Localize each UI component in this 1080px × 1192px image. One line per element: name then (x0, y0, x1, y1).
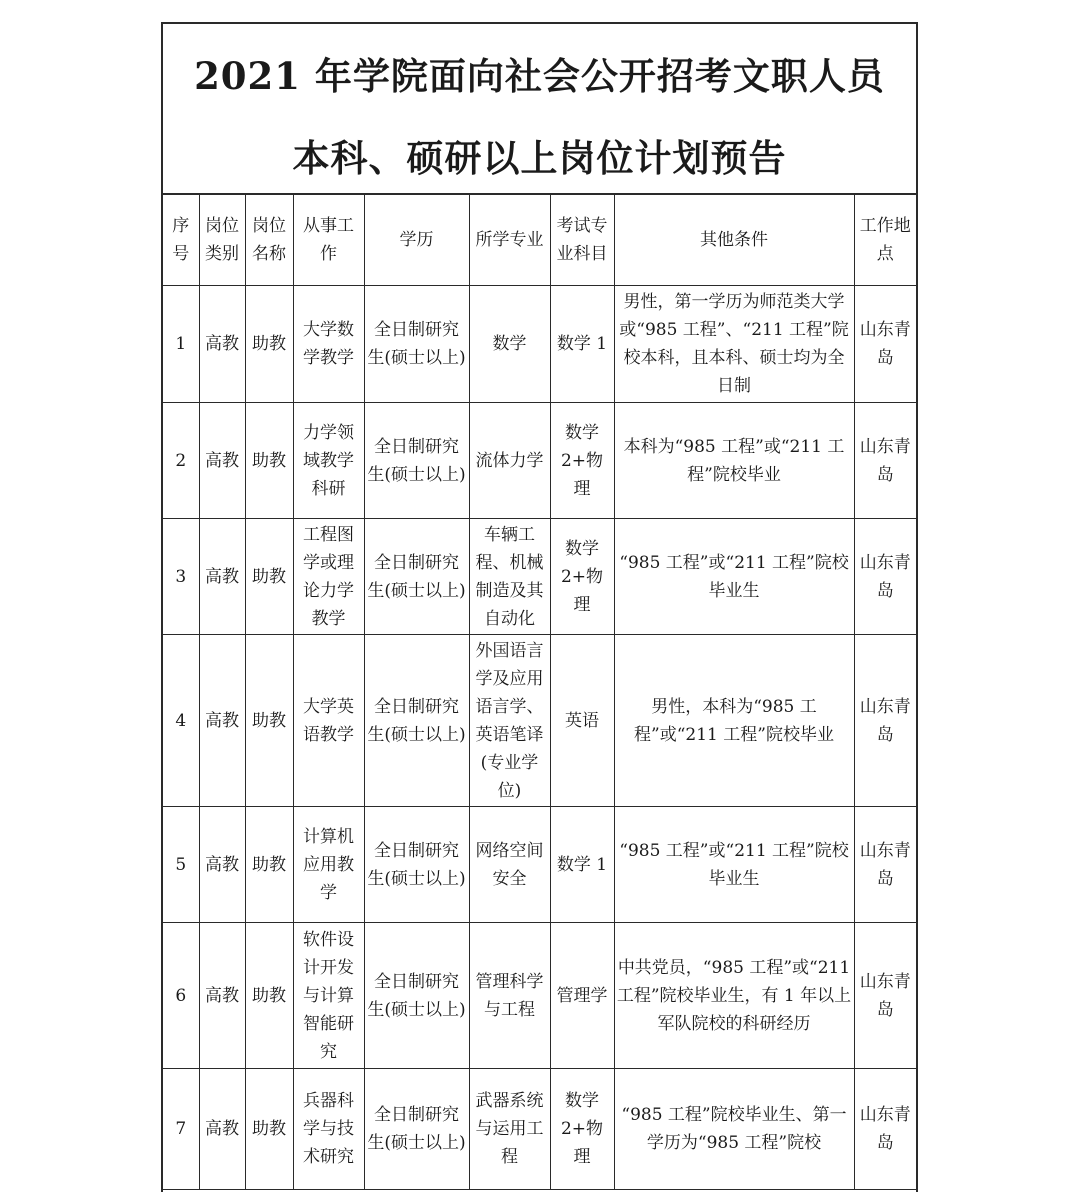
cell-position: 助教 (245, 286, 293, 403)
table-header-row (163, 195, 916, 286)
cell-location: 山东青岛 (854, 923, 916, 1069)
cell-education: 全日制研究生(硕士以上) (364, 635, 469, 807)
cell-work: 工程图学或理论力学教学 (293, 519, 364, 635)
header-education: 学历 (364, 195, 469, 286)
table-row (163, 635, 916, 807)
cell-conditions: 男性，本科为“985 工程”或“211 工程”院校毕业 (614, 635, 854, 807)
cell-major: 外国语言学及应用语言学、英语笔译(专业学位) (469, 635, 550, 807)
cell-education: 全日制研究生(硕士以上) (364, 286, 469, 403)
cell-position: 助教 (245, 403, 293, 519)
table-row (163, 403, 916, 519)
cell-conditions: 中共党员，“985 工程”或“211 工程”院校毕业生，有 1 年以上军队院校的科研经历 (614, 923, 854, 1069)
cell-exam: 数学 1 (550, 286, 614, 403)
table-row (163, 519, 916, 635)
notice-sheet (161, 22, 918, 1192)
cell-education: 全日制研究生(硕士以上) (364, 923, 469, 1069)
cell-category: 高教 (199, 403, 245, 519)
page-subtitle: 本科、硕研以上岗位计划预告 (292, 136, 787, 180)
cell-work: 兵器科学与技术研究 (293, 1069, 364, 1190)
cell-conditions: 男性，第一学历为师范类大学或“985 工程”、“211 工程”院校本科，且本科、硕士均为全日制 (614, 286, 854, 403)
positions-table (163, 195, 916, 1190)
cell-work: 力学领域教学科研 (293, 403, 364, 519)
cell-location: 山东青岛 (854, 807, 916, 923)
header-conditions: 其他条件 (614, 195, 854, 286)
header-position: 岗位名称 (245, 195, 293, 286)
cell-category: 高教 (199, 635, 245, 807)
cell-education: 全日制研究生(硕士以上) (364, 403, 469, 519)
cell-exam: 数学 2+物理 (550, 403, 614, 519)
cell-conditions: “985 工程”或“211 工程”院校毕业生 (614, 807, 854, 923)
page-title: 2021 年学院面向社会公开招考文职人员 (194, 54, 885, 98)
cell-conditions: “985 工程”或“211 工程”院校毕业生 (614, 519, 854, 635)
cell-category: 高教 (199, 807, 245, 923)
cell-position: 助教 (245, 635, 293, 807)
cell-conditions: “985 工程”院校毕业生、第一学历为“985 工程”院校 (614, 1069, 854, 1190)
cell-major: 车辆工程、机械制造及其自动化 (469, 519, 550, 635)
table-row (163, 1069, 916, 1190)
cell-education: 全日制研究生(硕士以上) (364, 1069, 469, 1190)
cell-position: 助教 (245, 807, 293, 923)
cell-seq: 6 (163, 923, 199, 1069)
cell-major: 数学 (469, 286, 550, 403)
cell-conditions: 本科为“985 工程”或“211 工程”院校毕业 (614, 403, 854, 519)
cell-education: 全日制研究生(硕士以上) (364, 519, 469, 635)
cell-seq: 7 (163, 1069, 199, 1190)
cell-exam: 英语 (550, 635, 614, 807)
cell-category: 高教 (199, 923, 245, 1069)
title-block (163, 24, 916, 195)
table-row (163, 807, 916, 923)
header-category: 岗位类别 (199, 195, 245, 286)
cell-position: 助教 (245, 519, 293, 635)
cell-category: 高教 (199, 519, 245, 635)
cell-major: 网络空间安全 (469, 807, 550, 923)
cell-seq: 5 (163, 807, 199, 923)
cell-location: 山东青岛 (854, 403, 916, 519)
cell-education: 全日制研究生(硕士以上) (364, 807, 469, 923)
header-exam: 考试专业科目 (550, 195, 614, 286)
cell-major: 武器系统与运用工程 (469, 1069, 550, 1190)
cell-exam: 数学 1 (550, 807, 614, 923)
header-major: 所学专业 (469, 195, 550, 286)
cell-seq: 3 (163, 519, 199, 635)
cell-exam: 管理学 (550, 923, 614, 1069)
header-location: 工作地点 (854, 195, 916, 286)
table-row (163, 923, 916, 1069)
header-work: 从事工作 (293, 195, 364, 286)
cell-seq: 1 (163, 286, 199, 403)
header-seq: 序号 (163, 195, 199, 286)
cell-work: 大学数学教学 (293, 286, 364, 403)
cell-position: 助教 (245, 1069, 293, 1190)
cell-work: 计算机应用教学 (293, 807, 364, 923)
cell-major: 流体力学 (469, 403, 550, 519)
cell-location: 山东青岛 (854, 286, 916, 403)
cell-work: 大学英语教学 (293, 635, 364, 807)
cell-location: 山东青岛 (854, 1069, 916, 1190)
cell-work: 软件设计开发与计算智能研究 (293, 923, 364, 1069)
cell-exam: 数学 2+物理 (550, 519, 614, 635)
cell-seq: 2 (163, 403, 199, 519)
cell-location: 山东青岛 (854, 519, 916, 635)
cell-category: 高教 (199, 1069, 245, 1190)
cell-location: 山东青岛 (854, 635, 916, 807)
table-row (163, 286, 916, 403)
cell-position: 助教 (245, 923, 293, 1069)
cell-exam: 数学 2+物理 (550, 1069, 614, 1190)
cell-seq: 4 (163, 635, 199, 807)
cell-major: 管理科学与工程 (469, 923, 550, 1069)
cell-category: 高教 (199, 286, 245, 403)
